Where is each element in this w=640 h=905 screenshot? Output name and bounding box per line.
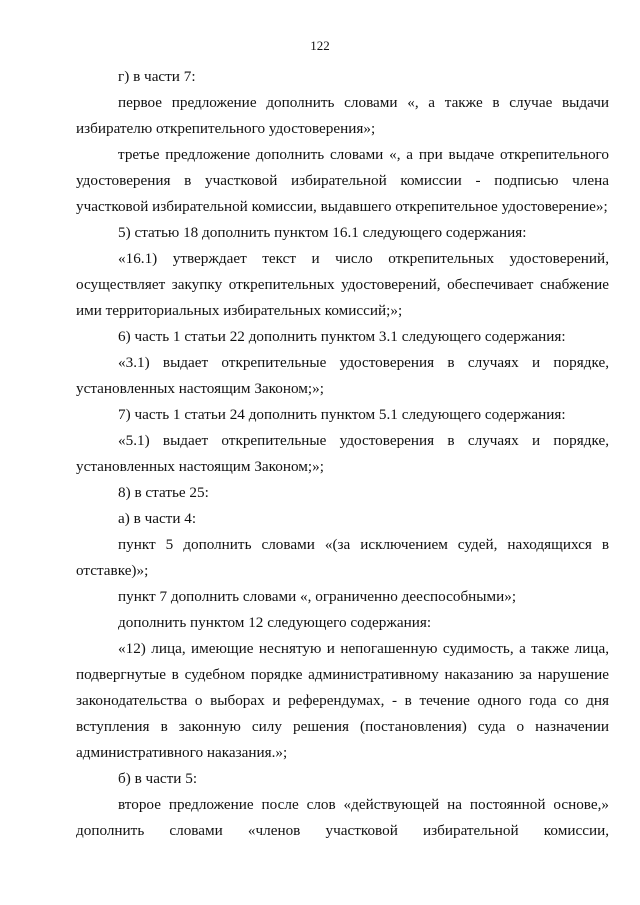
document-body bbox=[76, 64, 609, 844]
paragraph: «16.1) утверждает текст и число открепительных удостоверений, осуществляет закупку открепительных удостоверений, обеспечивает снабжение ими территориальных избирательных комиссий;»; bbox=[76, 250, 609, 319]
paragraph: 7) часть 1 статьи 24 дополнить пунктом 5.1 следующего содержания: bbox=[118, 406, 566, 423]
paragraph: «5.1) выдает открепительные удостоверения в случаях и порядке, установленных настоящим Законом;»; bbox=[76, 432, 609, 475]
paragraph: дополнить пунктом 12 следующего содержания: bbox=[118, 614, 432, 631]
paragraph: «3.1) выдает открепительные удостоверения в случаях и порядке, установленных настоящим Законом;»; bbox=[76, 354, 609, 397]
paragraph: первое предложение дополнить словами «, а также в случае выдачи избирателю открепительного удостоверения»; bbox=[76, 94, 609, 137]
page-number: 122 bbox=[310, 38, 330, 53]
paragraph: «12) лица, имеющие неснятую и непогашенную судимость, а также лица, подвергнутые в судебном порядке административному наказанию за нарушение законодательства о выборах и референдумах, - в течение одного года со дня вступления в законную силу решения (постановления) суда о назначении административного наказания.»; bbox=[76, 640, 609, 761]
paragraph: а) в части 4: bbox=[118, 510, 197, 527]
paragraph: б) в части 5: bbox=[118, 770, 198, 787]
paragraph: 5) статью 18 дополнить пунктом 16.1 следующего содержания: bbox=[118, 224, 527, 241]
paragraph: пункт 7 дополнить словами «, ограниченно дееспособными»; bbox=[118, 588, 517, 605]
paragraph: третье предложение дополнить словами «, а при выдаче открепительного удостоверения в участковой избирательной комиссии - подписью члена участковой избирательной комиссии, выдавшего открепительное удостоверение»; bbox=[76, 146, 609, 215]
paragraph: пункт 5 дополнить словами «(за исключением судей, находящихся в отставке)»; bbox=[76, 536, 609, 579]
paragraph: 6) часть 1 статьи 22 дополнить пунктом 3.1 следующего содержания: bbox=[118, 328, 566, 345]
paragraph: второе предложение после слов «действующей на постоянной основе,» дополнить словами «членов участковой избирательной комиссии, bbox=[76, 796, 609, 839]
paragraph: г) в части 7: bbox=[118, 68, 196, 85]
paragraph: 8) в статье 25: bbox=[118, 484, 209, 501]
